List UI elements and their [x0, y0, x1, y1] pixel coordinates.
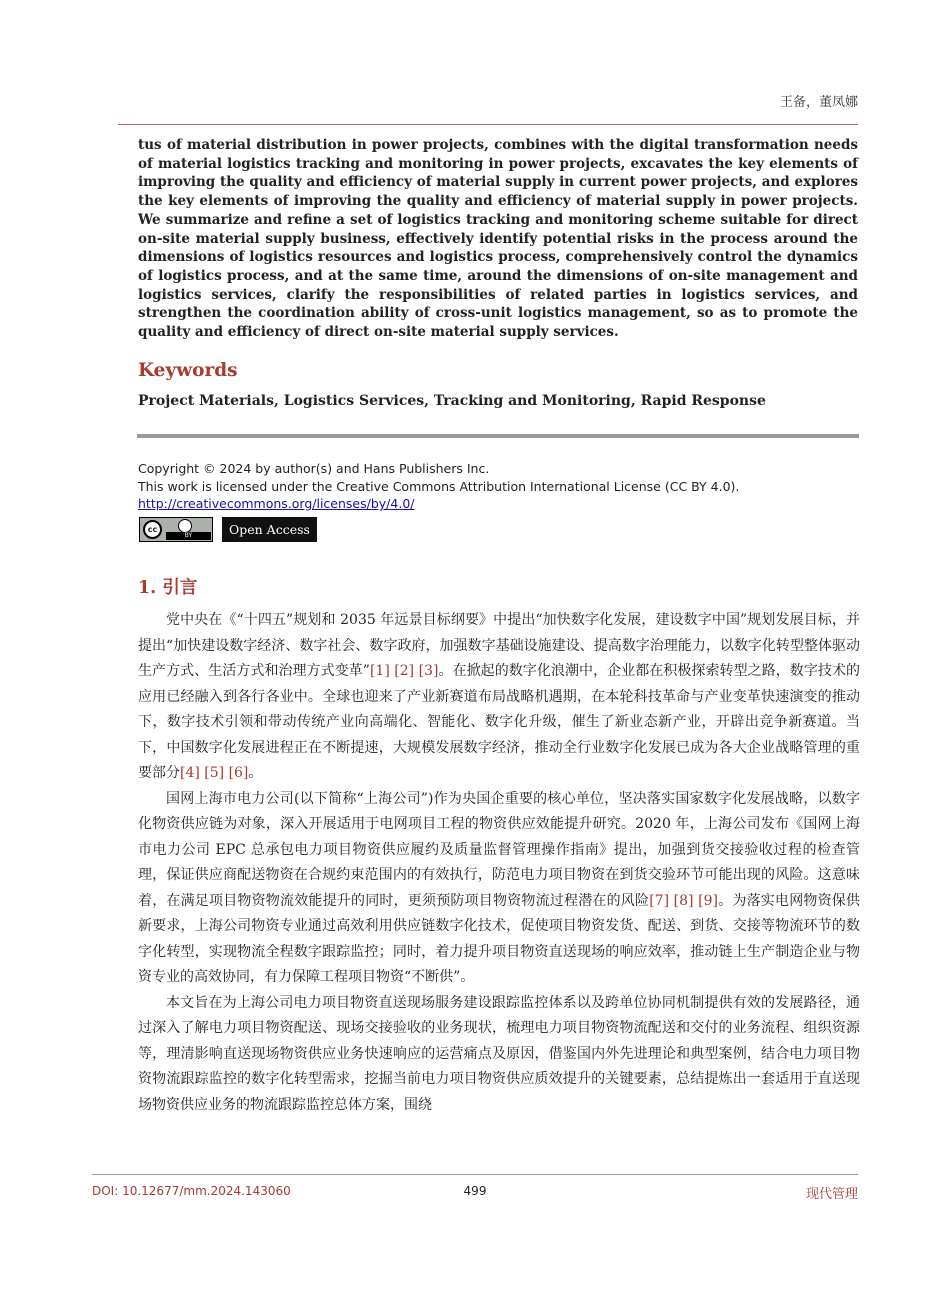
paragraph-1-text-b: 。在掀起的数字化浪潮中，企业都在积极探索转型之路，数字技术的应用已经融入到各行各业中。全球也迎来了产业新赛道布局战略机遇期，在本轮科技革命与产业变革快速演变的推动下，数字技术引领和带动传统产业向高端化、智能化、数字化升级，催生了新业态新产业，开辟出竞争新赛道。当下，中国数字化发展进程正在不断提速，大规模发展数字经济，推动全行业数字化发展已成为各大企业战略管理的重要部分	[138, 663, 860, 781]
keywords-heading: Keywords	[138, 360, 238, 381]
journal-name: 现代管理	[805, 1187, 858, 1202]
running-header-authors: 王备，董凤娜	[779, 95, 858, 110]
paragraph-3: 本文旨在为上海公司电力项目物资直送现场服务建设跟踪监控体系以及跨单位协同机制提供有效的发展路径，通过深入了解电力项目物资配送、现场交接验收的业务现状，梳理电力项目物资物流配送和交付的业务流程、组织资源等，理清影响直送现场物资供应业务快速响应的运营痛点及原因，借鉴国内外先进理论和典型案例，结合电力项目物资物流跟踪监控的数字化转型需求，挖掘当前电力项目物资供应质效提升的关键要素，总结提炼出一套适用于直送现场物资供应业务的物流跟踪监控总体方案，围绕	[138, 994, 860, 1113]
license-badges	[139, 517, 317, 542]
citation-link[interactable]: [7] [8] [9]	[649, 892, 718, 909]
header-divider	[118, 124, 858, 125]
copyright-line: Copyright © 2024 by author(s) and Hans Publishers Inc.	[138, 461, 490, 476]
paragraph-2-text-b: 。为落实电网物资保供新要求，上海公司物资专业通过高效利用供应链数字化技术，促使项目物资发货、配送、到货、交接等物流环节的数字化转型，实现物流全程数字跟踪监控；同时，着力提升项目物资直送现场的响应效率，推动链上生产制造企业与物资专业的高效协同，有力保障工程项目物资“不断供”。	[138, 892, 860, 985]
footer-doi[interactable]: DOI: 10.12677/mm.2024.143060	[92, 1184, 291, 1198]
by-label: BY	[166, 532, 211, 540]
section-heading-introduction: 1. 引言	[138, 578, 198, 598]
body-text	[138, 608, 860, 1118]
cc-by-badge[interactable]	[139, 517, 213, 542]
citation-link[interactable]: [1] [2] [3]	[369, 663, 439, 679]
citation-link[interactable]: [4] [5] [6]	[180, 765, 249, 781]
paragraph-1	[138, 608, 860, 787]
open-access-badge[interactable]: Open Access	[222, 517, 317, 542]
paragraph-2	[138, 787, 860, 991]
page-number: 499	[463, 1184, 487, 1198]
paragraph-1-text-c: 。	[248, 765, 263, 781]
section-separator	[137, 434, 859, 438]
footer-divider	[92, 1174, 858, 1175]
english-abstract: tus of material distribution in power projects, combines with the digital transformation needs of material logistics tracking and monitoring in power projects, excavates the key elements of improving the quality and efficiency of material supply in current power projects, and explores the key elements of improving the quality and efficiency of material supply in power projects. We summarize and refine a set of logistics tracking and monitoring scheme suitable for direct on-site material supply business, effectively identify potential risks in the process around the dimensions of logistics resources and logistics process, comprehensively control the dynamics of logistics process, and at the same time, around the dimensions of on-site management and logistics services, clarify the responsibilities of related parties in logistics services, and strengthen the coordination ability of cross-unit logistics management, so as to promote the quality and efficiency of direct on-site material supply services.	[138, 137, 858, 341]
license-statement: This work is licensed under the Creative Commons Attribution International License (CC BY 4.0).	[138, 478, 740, 494]
paragraph-1-text-a: 党中央在《“十四五”规划和 2035 年远景目标纲要》中提出“加快数字化发展，建设数字中国”规划发展目标，并提出“加快建设数字经济、数字社会、数字政府，加强数字基础设施建设、提高数字治理能力，以数字化转型整体驱动生产方式、生活方式和治理方式变革”	[138, 612, 860, 679]
creative-commons-icon: cc	[143, 520, 162, 539]
attribution-person-icon	[178, 519, 192, 533]
license-block	[138, 460, 739, 513]
paragraph-2-text-a: 国网上海市电力公司(以下简称“上海公司”)作为央国企重要的核心单位，坚决落实国家数字化发展战略，以数字化物资供应链为对象，深入开展适用于电网项目工程的物资供应效能提升研究。2020 年，上海公司发布《国网上海市电力公司 EPC 总承包电力项目物资供应履约及质量监督管理操作指南》提出，加强到货交接验收过程的检查管理，保证供应商配送物资在合规约束范围内的有效执行，防范电力项目物资在到货交验环节可能出现的风险。这意味着，在满足项目物资物流效能提升的同时，更须预防项目物资物流过程潜在的风险	[138, 790, 860, 909]
license-link[interactable]: http://creativecommons.org/licenses/by/4.0/	[138, 496, 415, 511]
keywords-text: Project Materials, Logistics Services, Tracking and Monitoring, Rapid Response	[138, 393, 766, 409]
